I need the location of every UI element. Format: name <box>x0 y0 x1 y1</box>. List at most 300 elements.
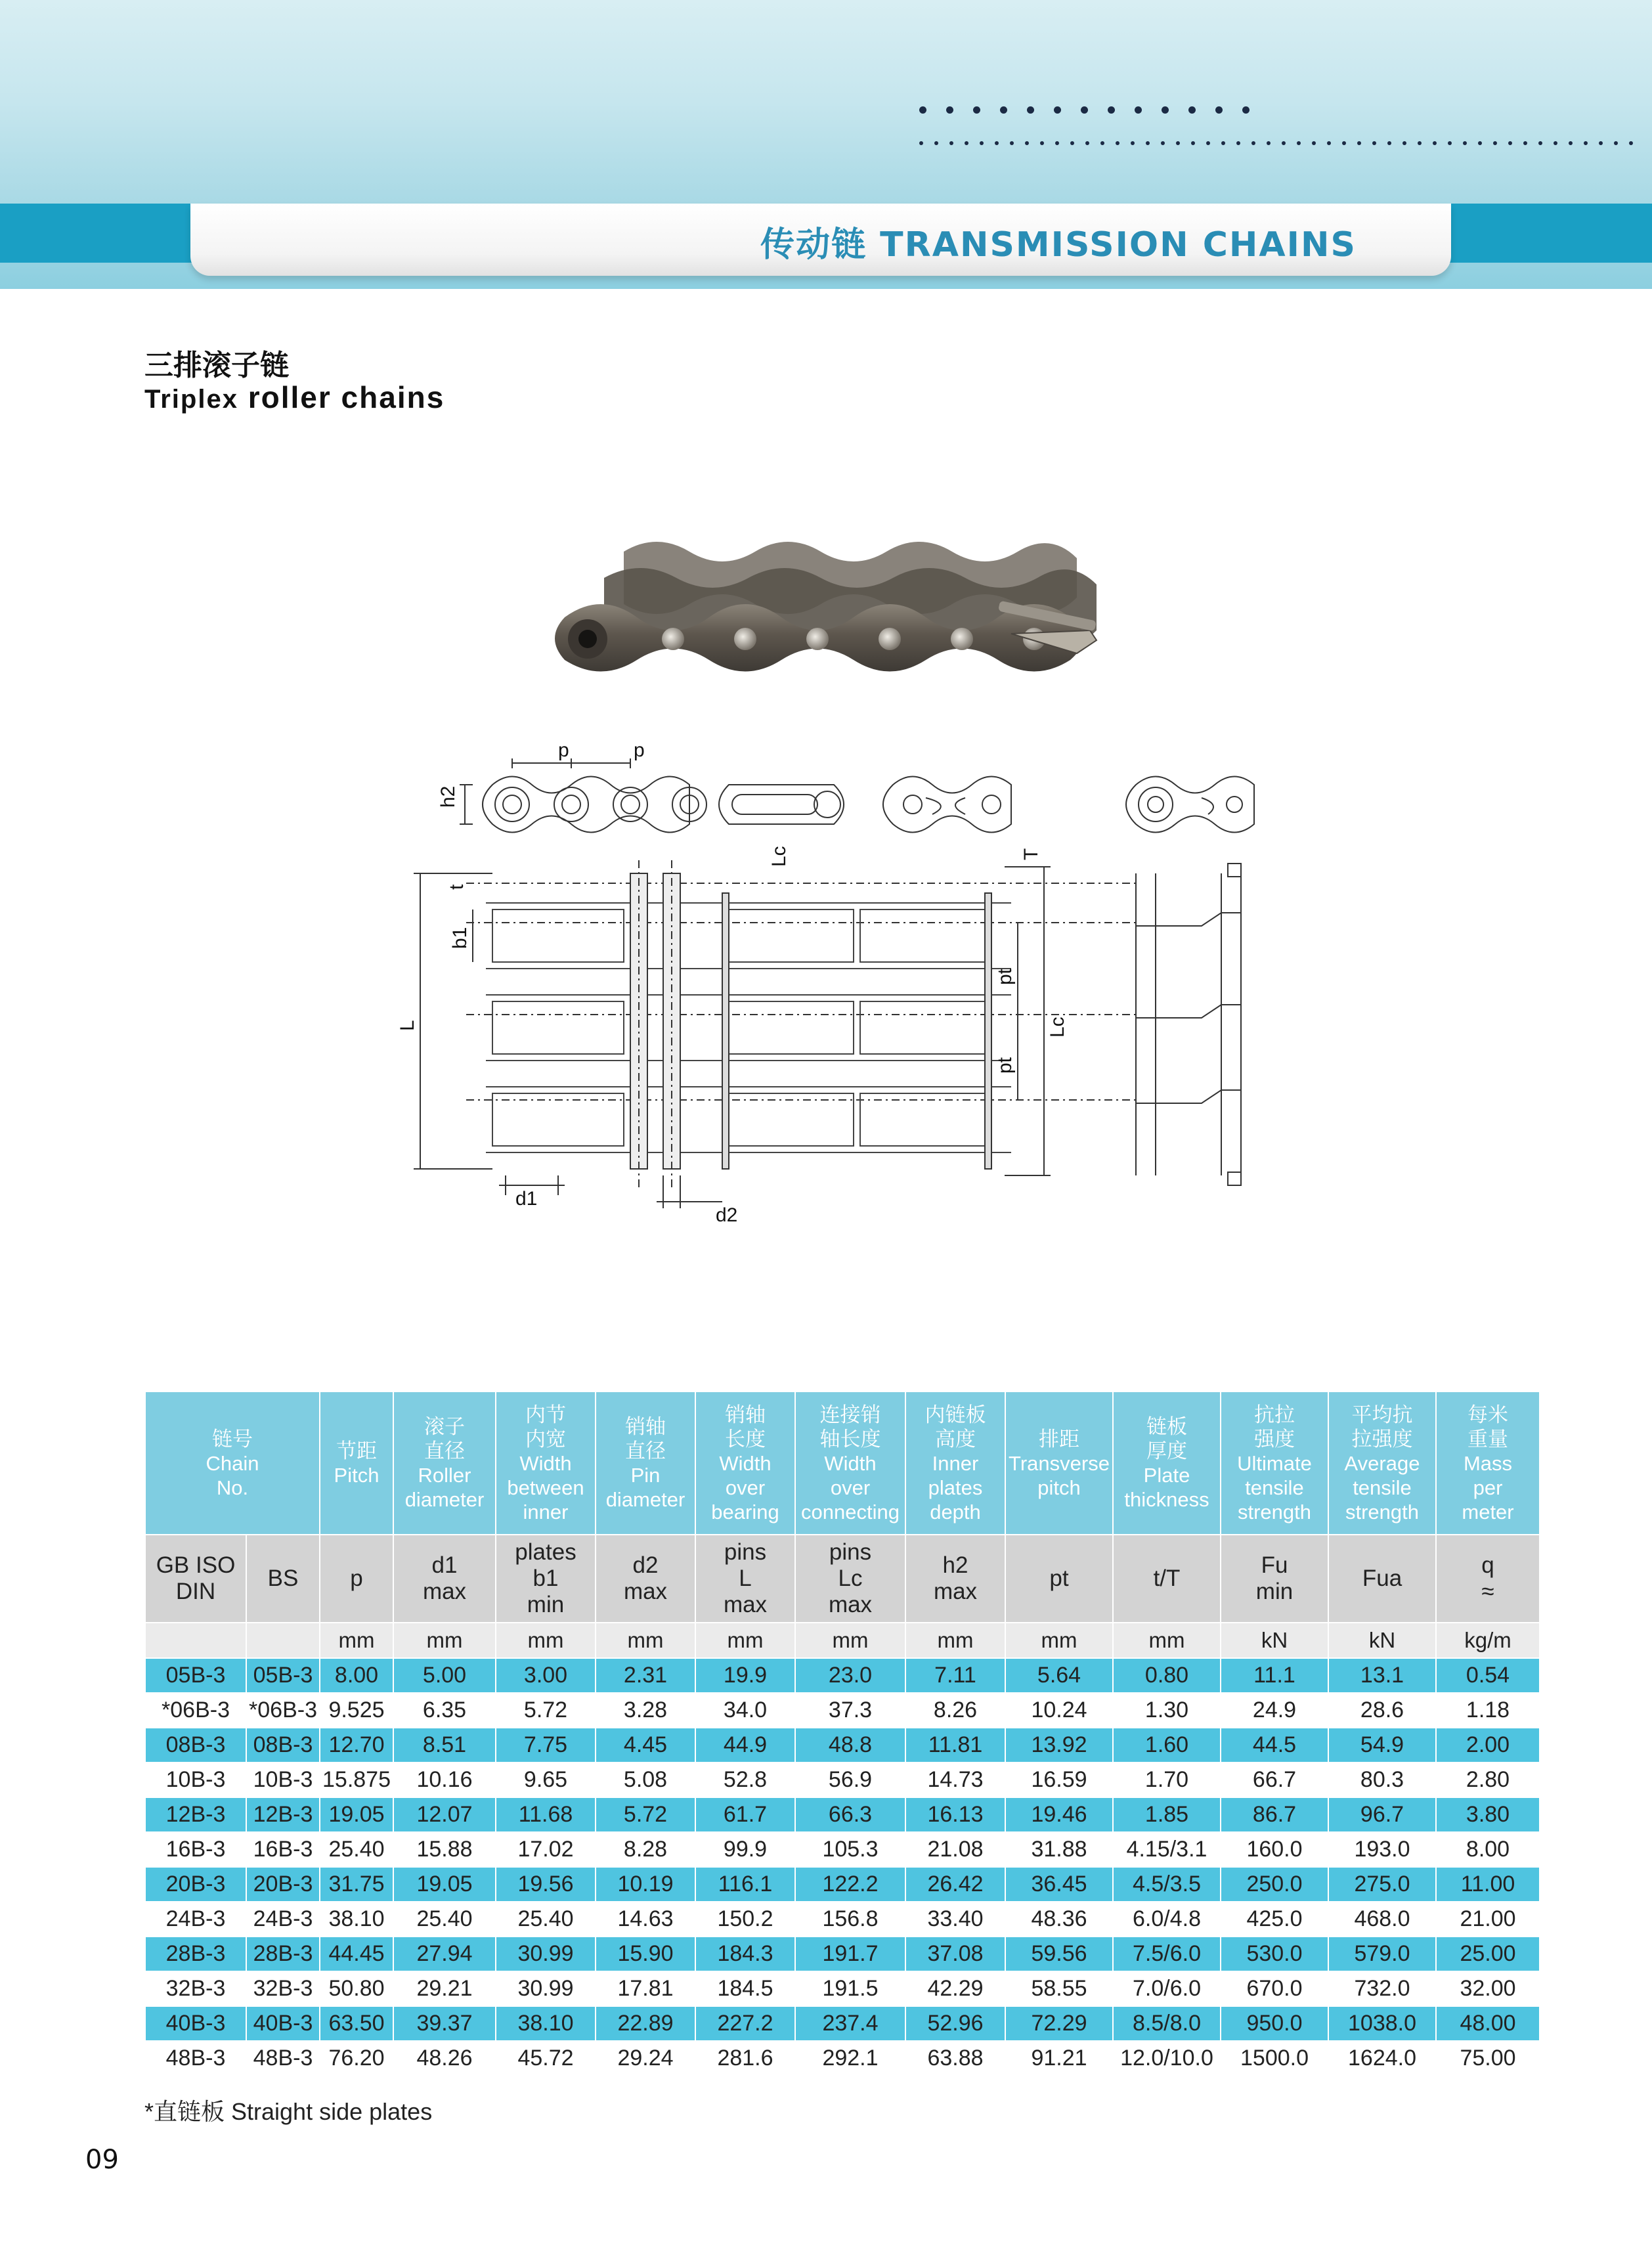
symbol-cell <box>320 1535 393 1623</box>
table-cell: 292.1 <box>795 2041 905 2076</box>
dot <box>1191 141 1195 145</box>
header-line: Fua <box>1362 1566 1402 1591</box>
table-cell: 5.08 <box>596 1763 695 1797</box>
unit-cell: mm <box>905 1623 1005 1658</box>
dot <box>934 141 938 145</box>
table-cell: 2.80 <box>1436 1763 1540 1797</box>
table-row <box>145 1902 1540 1937</box>
end-view-top <box>1126 777 1254 833</box>
dot <box>1312 141 1316 145</box>
column-header <box>145 1391 320 1535</box>
header-line: GB ISO <box>156 1552 236 1578</box>
table-cell: 13.92 <box>1005 1728 1113 1763</box>
label-b1: b1 <box>449 927 471 949</box>
table-cell: 1.18 <box>1436 1693 1540 1728</box>
dot <box>1135 106 1142 114</box>
table-row <box>145 1867 1540 1902</box>
header-line: pitch <box>1037 1476 1081 1499</box>
table-cell: 59.56 <box>1005 1937 1113 1971</box>
unit-cell: mm <box>496 1623 596 1658</box>
dot <box>1387 141 1391 145</box>
header-line: Pin <box>630 1464 661 1487</box>
dot <box>1040 141 1044 145</box>
table-cell: 227.2 <box>695 2006 795 2041</box>
footnote: *直链板 Straight side plates <box>144 2098 433 2125</box>
table-cell: 12.0/10.0 <box>1113 2041 1221 2076</box>
dot <box>1357 141 1361 145</box>
table-row <box>145 1937 1540 1971</box>
dot <box>1010 141 1014 145</box>
header-line: 直径 <box>625 1439 666 1462</box>
dot <box>1433 141 1437 145</box>
header-line: max <box>623 1579 668 1604</box>
header-line: 内节 <box>525 1403 566 1426</box>
column-header <box>320 1391 393 1535</box>
table-cell: 8.00 <box>1436 1832 1540 1867</box>
table-cell: 12B-3 <box>246 1797 320 1832</box>
header-line: 滚子 <box>424 1415 465 1438</box>
dot <box>1297 141 1301 145</box>
table-cell: 425.0 <box>1221 1902 1328 1937</box>
table-cell: 16B-3 <box>246 1832 320 1867</box>
column-header <box>1113 1391 1221 1535</box>
header-line: Width <box>824 1451 877 1475</box>
table-row <box>145 1832 1540 1867</box>
table-cell: 22.89 <box>596 2006 695 2041</box>
table-cell: 5.72 <box>596 1797 695 1832</box>
table-cell: 191.5 <box>795 1971 905 2006</box>
table-cell: 21.08 <box>905 1832 1005 1867</box>
table-row <box>145 1693 1540 1728</box>
table-cell: 281.6 <box>695 2041 795 2076</box>
table-cell: 40B-3 <box>145 2006 246 2041</box>
header-line: over <box>725 1476 766 1499</box>
table-cell: 9.525 <box>320 1693 393 1728</box>
table-cell: 24B-3 <box>246 1902 320 1937</box>
dot <box>1267 141 1271 145</box>
header-line: thickness <box>1124 1488 1209 1511</box>
table-row <box>145 1763 1540 1797</box>
table-cell: 19.9 <box>695 1658 795 1693</box>
table-cell: 96.7 <box>1328 1797 1436 1832</box>
dot <box>949 141 953 145</box>
table-cell: 670.0 <box>1221 1971 1328 2006</box>
dot <box>1629 141 1633 145</box>
column-header <box>596 1391 695 1535</box>
column-header <box>496 1391 596 1535</box>
table-cell: 63.50 <box>320 2006 393 2041</box>
table-row <box>145 1971 1540 2006</box>
table-cell: 8.00 <box>320 1658 393 1693</box>
table-cell: 8.28 <box>596 1832 695 1867</box>
unit-cell: mm <box>393 1623 496 1658</box>
table-cell: 44.9 <box>695 1728 795 1763</box>
table-cell: 14.73 <box>905 1763 1005 1797</box>
header-line: BS <box>267 1566 299 1591</box>
table-symbol-row <box>145 1535 1540 1623</box>
table-cell: 11.81 <box>905 1728 1005 1763</box>
dot <box>1215 106 1223 114</box>
table-cell: 6.0/4.8 <box>1113 1902 1221 1937</box>
header-line: q <box>1481 1552 1494 1578</box>
column-header <box>905 1391 1005 1535</box>
table-cell: 48.36 <box>1005 1902 1113 1937</box>
header-line: DIN <box>175 1579 216 1604</box>
symbol-cell <box>496 1535 596 1623</box>
dot <box>1108 106 1115 114</box>
table-cell: 193.0 <box>1328 1832 1436 1867</box>
table-cell: 275.0 <box>1328 1867 1436 1902</box>
table-cell: 99.9 <box>695 1832 795 1867</box>
table-cell: 5.00 <box>393 1658 496 1693</box>
table-cell: 24B-3 <box>145 1902 246 1937</box>
symbol-cell <box>596 1535 695 1623</box>
column-header <box>695 1391 795 1535</box>
table-cell: 3.28 <box>596 1693 695 1728</box>
table-cell: 20B-3 <box>246 1867 320 1902</box>
table-cell: 37.08 <box>905 1937 1005 1971</box>
dot <box>1081 106 1088 114</box>
dot <box>995 141 999 145</box>
table-cell: 10.24 <box>1005 1693 1113 1728</box>
dot <box>1162 106 1169 114</box>
header-line: pt <box>1049 1566 1069 1591</box>
symbol-cell <box>1005 1535 1113 1623</box>
table-cell: *06B-3 <box>246 1693 320 1728</box>
dot <box>1116 141 1119 145</box>
table-cell: 25.40 <box>496 1902 596 1937</box>
dot <box>1251 141 1255 145</box>
header-line: 连接销 <box>819 1403 881 1426</box>
header-line: depth <box>930 1500 981 1523</box>
table-cell: 25.40 <box>393 1902 496 1937</box>
dot <box>1342 141 1346 145</box>
dot <box>1055 141 1059 145</box>
header-dots-large <box>919 106 1269 114</box>
table-cell: 12.70 <box>320 1728 393 1763</box>
label-d1: d1 <box>515 1188 538 1210</box>
header-line: b1 <box>533 1566 559 1591</box>
header-line: 强度 <box>1254 1427 1295 1451</box>
header-line: min <box>1255 1579 1293 1604</box>
table-cell: 11.68 <box>496 1797 596 1832</box>
header-line: Chain <box>206 1451 259 1475</box>
header-line: Inner <box>932 1451 979 1475</box>
symbol-cell <box>905 1535 1005 1623</box>
table-cell: 8.26 <box>905 1693 1005 1728</box>
unit-cell: mm <box>1005 1623 1113 1658</box>
dot <box>1221 141 1225 145</box>
header-line: 节距 <box>336 1439 377 1462</box>
column-header <box>1436 1391 1540 1535</box>
table-cell: 7.0/6.0 <box>1113 1971 1221 2006</box>
table-cell: 1038.0 <box>1328 2006 1436 2041</box>
header-line: Pitch <box>334 1464 380 1487</box>
table-cell: 10.19 <box>596 1867 695 1902</box>
table-cell: 05B-3 <box>246 1658 320 1693</box>
header-line: connecting <box>801 1500 900 1523</box>
table-cell: 3.00 <box>496 1658 596 1693</box>
table-cell: 56.9 <box>795 1763 905 1797</box>
table-cell: 16.13 <box>905 1797 1005 1832</box>
unit-cell: mm <box>596 1623 695 1658</box>
table-cell: 29.24 <box>596 2041 695 2076</box>
table-cell: 12.07 <box>393 1797 496 1832</box>
header-line: ≈ <box>1481 1579 1494 1604</box>
header-line: 厚度 <box>1146 1439 1187 1462</box>
header-line: 链号 <box>212 1427 253 1451</box>
header-line: 长度 <box>725 1427 766 1451</box>
header-line: Lc <box>838 1566 863 1591</box>
table-cell: 237.4 <box>795 2006 905 2041</box>
header-line: tensile <box>1245 1476 1304 1499</box>
table-cell: 80.3 <box>1328 1763 1436 1797</box>
header-line: max <box>828 1592 873 1617</box>
header-line: inner <box>523 1500 569 1523</box>
header-line: max <box>723 1592 768 1617</box>
header-line: Width <box>519 1451 572 1475</box>
header-line: 销轴 <box>625 1415 666 1438</box>
table-cell: 950.0 <box>1221 2006 1328 2041</box>
header-dots-small <box>919 141 1644 145</box>
label-d2: d2 <box>716 1204 738 1226</box>
table-cell: 1.30 <box>1113 1693 1221 1728</box>
dot <box>919 141 923 145</box>
header-line: 直径 <box>424 1439 465 1462</box>
dot <box>965 141 968 145</box>
table-cell: 2.00 <box>1436 1728 1540 1763</box>
symbol-cell <box>1328 1535 1436 1623</box>
dot <box>1027 106 1034 114</box>
header-title: 传动链 TRANSMISSION CHAINS <box>760 225 1357 265</box>
table-cell: 468.0 <box>1328 1902 1436 1937</box>
dot <box>1584 141 1588 145</box>
table-cell: 48.26 <box>393 2041 496 2076</box>
header-line: 销轴 <box>725 1403 766 1426</box>
table-cell: 4.15/3.1 <box>1113 1832 1221 1867</box>
table-cell: 45.72 <box>496 2041 596 2076</box>
header-line: 高度 <box>935 1427 976 1451</box>
table-cell: 91.21 <box>1005 2041 1113 2076</box>
table-cell: 23.0 <box>795 1658 905 1693</box>
table-cell: 16.59 <box>1005 1763 1113 1797</box>
table-cell: 29.21 <box>393 1971 496 2006</box>
header-line: strength <box>1345 1500 1419 1523</box>
header-line: max <box>422 1579 467 1604</box>
header-line: Plate <box>1143 1464 1190 1487</box>
table-cell: 42.29 <box>905 1971 1005 2006</box>
table-cell: 86.7 <box>1221 1797 1328 1832</box>
header-line: 重量 <box>1467 1427 1508 1451</box>
chain-photo <box>552 519 1169 729</box>
table-cell: 75.00 <box>1436 2041 1540 2076</box>
header-line: over <box>830 1476 871 1499</box>
table-cell: 184.3 <box>695 1937 795 1971</box>
table-cell: 10.16 <box>393 1763 496 1797</box>
table-cell: 37.3 <box>795 1693 905 1728</box>
table-cell: 4.5/3.5 <box>1113 1867 1221 1902</box>
table-cell: 54.9 <box>1328 1728 1436 1763</box>
dot <box>1025 141 1029 145</box>
dot <box>1131 141 1135 145</box>
dot <box>946 106 953 114</box>
dot <box>1523 141 1527 145</box>
table-cell: 38.10 <box>496 2006 596 2041</box>
table-cell: 30.99 <box>496 1937 596 1971</box>
section-title-en <box>144 380 445 415</box>
table-row <box>145 2006 1540 2041</box>
unit-cell: mm <box>320 1623 393 1658</box>
header-line: diameter <box>605 1488 685 1511</box>
table-cell: 25.40 <box>320 1832 393 1867</box>
table-cell: 7.75 <box>496 1728 596 1763</box>
section-title-prefix: Triplex <box>144 385 238 414</box>
table-cell: 50.80 <box>320 1971 393 2006</box>
table-cell: 191.7 <box>795 1937 905 1971</box>
label-pt-2: pt <box>994 1057 1016 1074</box>
table-cell: 116.1 <box>695 1867 795 1902</box>
table-cell: 40B-3 <box>246 2006 320 2041</box>
header-line: Width <box>719 1451 772 1475</box>
dot <box>1188 106 1196 114</box>
table-cell: 25.00 <box>1436 1937 1540 1971</box>
table-cell: 15.88 <box>393 1832 496 1867</box>
table-cell: 17.81 <box>596 1971 695 2006</box>
table-cell: 10B-3 <box>246 1763 320 1797</box>
header-line: strength <box>1237 1500 1311 1523</box>
table-cell: 31.88 <box>1005 1832 1113 1867</box>
label-h2: h2 <box>437 785 459 808</box>
header-line: Transverse <box>1009 1451 1110 1475</box>
column-header <box>1005 1391 1113 1535</box>
table-cell: 9.65 <box>496 1763 596 1797</box>
table-cell: *06B-3 <box>145 1693 246 1728</box>
end-view-bottom <box>1136 864 1241 1185</box>
table-cell: 26.42 <box>905 1867 1005 1902</box>
table-cell: 250.0 <box>1221 1867 1328 1902</box>
table-cell: 48B-3 <box>246 2041 320 2076</box>
unit-cell <box>246 1623 320 1658</box>
dot <box>973 106 980 114</box>
table-cell: 72.29 <box>1005 2006 1113 2041</box>
header-line: t/T <box>1153 1566 1181 1591</box>
section-title-main: roller chains <box>248 380 445 414</box>
header-line: pins <box>724 1539 767 1565</box>
table-cell: 15.875 <box>320 1763 393 1797</box>
unit-cell: kN <box>1221 1623 1328 1658</box>
table-header-row <box>145 1391 1540 1535</box>
header-line: 拉强度 <box>1351 1427 1413 1451</box>
column-header <box>1221 1391 1328 1535</box>
header-line: between <box>507 1476 584 1499</box>
table-cell: 08B-3 <box>246 1728 320 1763</box>
symbol-cell <box>695 1535 795 1623</box>
table-cell: 19.46 <box>1005 1797 1113 1832</box>
dot <box>1000 106 1007 114</box>
table-cell: 11.00 <box>1436 1867 1540 1902</box>
dot <box>1569 141 1573 145</box>
dot <box>1493 141 1497 145</box>
symbol-cell <box>1221 1535 1328 1623</box>
table-cell: 52.96 <box>905 2006 1005 2041</box>
dot <box>1176 141 1180 145</box>
table-cell: 1.70 <box>1113 1763 1221 1797</box>
header-line: Mass <box>1463 1451 1513 1475</box>
table-cell: 8.5/8.0 <box>1113 2006 1221 2041</box>
dot <box>1448 141 1452 145</box>
table-cell: 44.5 <box>1221 1728 1328 1763</box>
label-pt-1: pt <box>994 968 1016 985</box>
table-cell: 16B-3 <box>145 1832 246 1867</box>
header-line: h2 <box>942 1552 968 1578</box>
header-line: bearing <box>711 1500 779 1523</box>
table-cell: 530.0 <box>1221 1937 1328 1971</box>
table-cell: 6.35 <box>393 1693 496 1728</box>
table-cell: 08B-3 <box>145 1728 246 1763</box>
spec-table <box>144 1391 1540 2076</box>
section-title-cn: 三排滚子链 <box>144 349 289 382</box>
table-cell: 48.00 <box>1436 2006 1540 2041</box>
dot <box>1085 141 1089 145</box>
header-line: meter <box>1462 1500 1514 1523</box>
unit-cell: mm <box>795 1623 905 1658</box>
table-cell: 5.64 <box>1005 1658 1113 1693</box>
label-Lc-right: Lc <box>1047 1017 1068 1038</box>
dot <box>1478 141 1482 145</box>
table-cell: 19.56 <box>496 1867 596 1902</box>
dot <box>919 106 926 114</box>
table-cell: 76.20 <box>320 2041 393 2076</box>
dot <box>1599 141 1603 145</box>
dot <box>1161 141 1165 145</box>
dot <box>1402 141 1406 145</box>
header-accent-left <box>0 204 223 263</box>
header-line: 平均抗 <box>1351 1403 1413 1426</box>
dot <box>1236 141 1240 145</box>
table-cell: 732.0 <box>1328 1971 1436 2006</box>
table-row <box>145 1658 1540 1693</box>
table-cell: 33.40 <box>905 1902 1005 1937</box>
label-T: T <box>1020 848 1042 860</box>
dot <box>1418 141 1422 145</box>
table-cell: 58.55 <box>1005 1971 1113 2006</box>
table-cell: 28B-3 <box>246 1937 320 1971</box>
table-cell: 14.63 <box>596 1902 695 1937</box>
header-line: tensile <box>1353 1476 1412 1499</box>
page-number: 09 <box>85 2145 119 2175</box>
dot <box>1146 141 1150 145</box>
header-line: diameter <box>404 1488 485 1511</box>
symbol-cell <box>795 1535 905 1623</box>
dot <box>1100 141 1104 145</box>
table-cell: 156.8 <box>795 1902 905 1937</box>
header-line: 抗拉 <box>1254 1403 1295 1426</box>
table-cell: 15.90 <box>596 1937 695 1971</box>
table-cell: 21.00 <box>1436 1902 1540 1937</box>
table-cell: 1.85 <box>1113 1797 1221 1832</box>
table-cell: 17.02 <box>496 1832 596 1867</box>
table-cell: 19.05 <box>393 1867 496 1902</box>
header-line: Fu <box>1261 1552 1288 1578</box>
table-row <box>145 2041 1540 2076</box>
column-header <box>1328 1391 1436 1535</box>
table-cell: 150.2 <box>695 1902 795 1937</box>
unit-cell: kg/m <box>1436 1623 1540 1658</box>
header-line: plates <box>928 1476 983 1499</box>
table-cell: 32.00 <box>1436 1971 1540 2006</box>
dot <box>1206 141 1210 145</box>
table-cell: 105.3 <box>795 1832 905 1867</box>
